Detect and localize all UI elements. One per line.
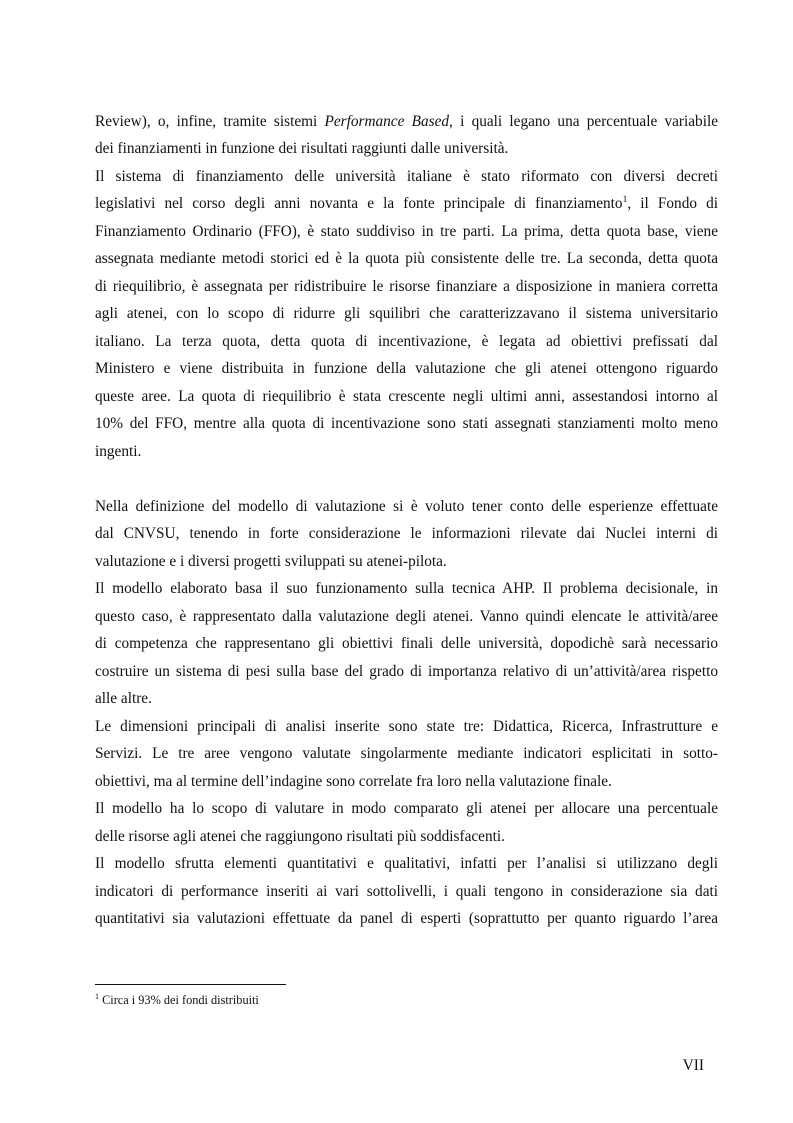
text-line: queste aree. La quota di riequilibrio è stata crescente negli ultimi anni, assestandosi intorno al: [95, 388, 718, 405]
text-line: costruire un sistema di pesi sulla base del grado di importanza relativo di un’attività/area rispetto: [95, 663, 718, 680]
footnote-reference[interactable]: 1: [622, 195, 628, 205]
text-line: di riequilibrio, è assegnata per ridistribuire le risorse finanziare a disposizione in maniera corretta: [95, 278, 718, 295]
text-line: dal CNVSU, tenendo in forte considerazione le informazioni rilevate dai Nuclei interni di: [95, 525, 718, 542]
text-line: 10% del FFO, mentre alla quota di incentivazione sono stati assegnati stanziamenti molto meno: [95, 415, 718, 432]
text-line: [95, 112, 718, 132]
text-line: questo caso, è rappresentato dalla valutazione degli atenei. Vanno quindi elencate le attività/aree: [95, 608, 718, 625]
text-line: agli atenei, con lo scopo di ridurre gli squilibri che caratterizzavano il sistema universitario: [95, 305, 718, 322]
italic-term: Performance Based: [324, 113, 450, 130]
text-run: , il Fondo di: [627, 195, 718, 212]
text-line: alle altre.: [95, 690, 152, 707]
text-line: [95, 194, 718, 214]
text-run: legislativi nel corso degli anni novanta e la fonte principale di finanziamento: [95, 195, 623, 212]
footnote-separator: [95, 984, 286, 985]
footnote-text: Circa i 93% dei fondi distribuiti: [99, 993, 259, 1007]
text-line: Nella definizione del modello di valutazione si è voluto tener conto delle esperienze effettuate: [95, 498, 718, 515]
text-line: Il modello ha lo scopo di valutare in modo comparato gli atenei per allocare una percentuale: [95, 800, 718, 817]
text-line: Le dimensioni principali di analisi inserite sono state tre: Didattica, Ricerca, Infrastrutture e: [95, 718, 718, 735]
text-line: Servizi. Le tre aree vengono valutate singolarmente mediante indicatori esplicitati in sotto-: [95, 745, 718, 762]
text-line: Il modello sfrutta elementi quantitativi e qualitativi, infatti per l’analisi si utilizzano degli: [95, 855, 718, 872]
text-line: dei finanziamenti in funzione dei risultati raggiunti dalle università.: [95, 140, 509, 157]
text-line: Il modello elaborato basa il suo funzionamento sulla tecnica AHP. Il problema decisionale, in: [95, 580, 718, 597]
text-line: valutazione e i diversi progetti sviluppati su atenei-pilota.: [95, 553, 447, 570]
page-number: VII: [682, 1057, 704, 1074]
text-line: di competenza che rappresentano gli obiettivi finali delle università, dopodichè sarà necessario: [95, 635, 718, 652]
text-line: indicatori di performance inseriti ai vari sottolivelli, i quali tengono in considerazione sia dati: [95, 883, 718, 900]
text-line: Il sistema di finanziamento delle università italiane è stato riformato con diversi decreti: [95, 168, 718, 185]
text-line: italiano. La terza quota, detta quota di incentivazione, è legata ad obiettivi prefissati dal: [95, 333, 718, 350]
text-line: quantitativi sia valutazioni effettuate da panel di esperti (soprattutto per quanto riguardo l’area: [95, 910, 718, 927]
text-line: ingenti.: [95, 443, 142, 460]
footnote: [95, 991, 259, 1009]
text-line: Finanziamento Ordinario (FFO), è stato suddiviso in tre parti. La prima, detta quota base, viene: [95, 223, 718, 240]
footnote-number: 1: [95, 992, 99, 1001]
text-line: obiettivi, ma al termine dell’indagine sono correlate fra loro nella valutazione finale.: [95, 773, 612, 790]
text-run: Review), o, infine, tramite sistemi: [95, 113, 325, 130]
text-line: delle risorse agli atenei che raggiungono risultati più soddisfacenti.: [95, 828, 505, 845]
text-line: assegnata mediante metodi storici ed è la quota più consistente delle tre. La seconda, detta quota: [95, 250, 718, 267]
text-run: , i quali legano una percentuale variabile: [449, 113, 718, 130]
text-line: Ministero e viene distribuita in funzione della valutazione che gli atenei ottengono riguardo: [95, 360, 718, 377]
